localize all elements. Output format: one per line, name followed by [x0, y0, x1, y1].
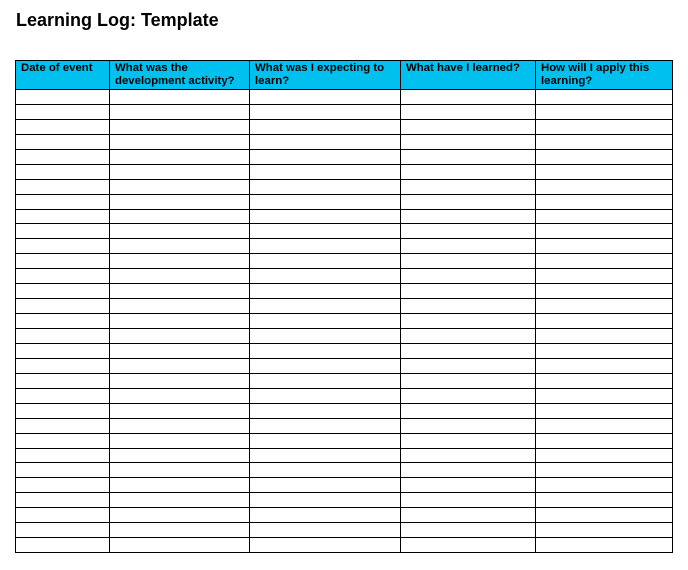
- table-cell[interactable]: [401, 179, 536, 194]
- table-cell[interactable]: [536, 164, 673, 179]
- table-cell[interactable]: [536, 493, 673, 508]
- table-cell[interactable]: [110, 209, 250, 224]
- table-cell[interactable]: [110, 239, 250, 254]
- header-development-activity: What was the development activity?: [110, 61, 250, 90]
- header-what-learned: What have I learned?: [401, 61, 536, 90]
- table-cell[interactable]: [110, 90, 250, 105]
- table-row: [16, 119, 673, 134]
- table-cell[interactable]: [110, 463, 250, 478]
- table-cell[interactable]: [401, 403, 536, 418]
- table-row: [16, 463, 673, 478]
- table-cell[interactable]: [536, 373, 673, 388]
- table-cell[interactable]: [250, 388, 401, 403]
- table-cell[interactable]: [536, 418, 673, 433]
- table-cell[interactable]: [536, 403, 673, 418]
- table-cell[interactable]: [250, 90, 401, 105]
- table-cell[interactable]: [536, 254, 673, 269]
- table-row: [16, 538, 673, 553]
- table-cell[interactable]: [250, 254, 401, 269]
- table-cell[interactable]: [401, 314, 536, 329]
- table-cell[interactable]: [250, 463, 401, 478]
- table-cell[interactable]: [250, 194, 401, 209]
- table-cell[interactable]: [250, 269, 401, 284]
- table-row: [16, 478, 673, 493]
- table-cell[interactable]: [536, 284, 673, 299]
- table-cell[interactable]: [401, 104, 536, 119]
- table-cell[interactable]: [16, 538, 110, 553]
- table-row: [16, 329, 673, 344]
- table-cell[interactable]: [401, 254, 536, 269]
- table-cell[interactable]: [16, 523, 110, 538]
- table-cell[interactable]: [401, 329, 536, 344]
- table-cell[interactable]: [401, 224, 536, 239]
- table-cell[interactable]: [16, 418, 110, 433]
- table-cell[interactable]: [16, 224, 110, 239]
- table-cell[interactable]: [536, 463, 673, 478]
- table-cell[interactable]: [250, 299, 401, 314]
- table-row: [16, 224, 673, 239]
- table-cell[interactable]: [16, 314, 110, 329]
- table-cell[interactable]: [401, 284, 536, 299]
- table-header-row: [16, 61, 673, 90]
- table-cell[interactable]: [16, 164, 110, 179]
- table-cell[interactable]: [16, 254, 110, 269]
- table-cell[interactable]: [110, 358, 250, 373]
- table-row: [16, 508, 673, 523]
- table-row: [16, 373, 673, 388]
- table-cell[interactable]: [110, 493, 250, 508]
- table-cell[interactable]: [250, 373, 401, 388]
- table-cell[interactable]: [16, 448, 110, 463]
- table-row: [16, 299, 673, 314]
- table-row: [16, 388, 673, 403]
- table-row: [16, 448, 673, 463]
- table-row: [16, 90, 673, 105]
- document-title: Learning Log: Template: [16, 10, 219, 30]
- table-cell[interactable]: [110, 523, 250, 538]
- table-cell[interactable]: [250, 523, 401, 538]
- table-cell[interactable]: [16, 403, 110, 418]
- table-cell[interactable]: [16, 478, 110, 493]
- table-cell[interactable]: [250, 104, 401, 119]
- table-cell[interactable]: [16, 508, 110, 523]
- table-cell[interactable]: [536, 508, 673, 523]
- table-cell[interactable]: [110, 508, 250, 523]
- table-cell[interactable]: [110, 284, 250, 299]
- table-cell[interactable]: [536, 538, 673, 553]
- header-expected-learning: What was I expecting to learn?: [250, 61, 401, 90]
- table-cell[interactable]: [401, 209, 536, 224]
- table-cell[interactable]: [536, 224, 673, 239]
- table-cell[interactable]: [110, 478, 250, 493]
- table-cell[interactable]: [536, 149, 673, 164]
- table-cell[interactable]: [536, 209, 673, 224]
- table-cell[interactable]: [110, 314, 250, 329]
- table-cell[interactable]: [536, 134, 673, 149]
- table-cell[interactable]: [110, 433, 250, 448]
- table-cell[interactable]: [16, 149, 110, 164]
- table-cell[interactable]: [250, 164, 401, 179]
- table-cell[interactable]: [110, 403, 250, 418]
- table-cell[interactable]: [401, 194, 536, 209]
- table-cell[interactable]: [401, 149, 536, 164]
- table-cell[interactable]: [16, 463, 110, 478]
- table-row: [16, 523, 673, 538]
- table-cell[interactable]: [536, 119, 673, 134]
- header-apply-learning: How will I apply this learning?: [536, 61, 673, 90]
- table-cell[interactable]: [401, 388, 536, 403]
- table-cell[interactable]: [536, 104, 673, 119]
- table-cell[interactable]: [401, 538, 536, 553]
- table-row: [16, 433, 673, 448]
- table-cell[interactable]: [536, 90, 673, 105]
- table-cell[interactable]: [16, 373, 110, 388]
- table-row: [16, 104, 673, 119]
- table-cell[interactable]: [16, 194, 110, 209]
- table-cell[interactable]: [250, 134, 401, 149]
- table-cell[interactable]: [16, 104, 110, 119]
- table-cell[interactable]: [16, 343, 110, 358]
- table-cell[interactable]: [536, 269, 673, 284]
- table-cell[interactable]: [401, 119, 536, 134]
- table-cell[interactable]: [16, 358, 110, 373]
- table-cell[interactable]: [110, 104, 250, 119]
- table-cell[interactable]: [250, 284, 401, 299]
- table-cell[interactable]: [250, 119, 401, 134]
- learning-log-table: [15, 60, 673, 553]
- table-row: [16, 493, 673, 508]
- table-row: [16, 149, 673, 164]
- table-cell[interactable]: [401, 90, 536, 105]
- table-cell[interactable]: [401, 433, 536, 448]
- table-cell[interactable]: [16, 299, 110, 314]
- table-cell[interactable]: [110, 388, 250, 403]
- table-cell[interactable]: [110, 134, 250, 149]
- table-cell[interactable]: [250, 538, 401, 553]
- table-cell[interactable]: [401, 343, 536, 358]
- table-cell[interactable]: [16, 134, 110, 149]
- table-cell[interactable]: [536, 478, 673, 493]
- table-cell[interactable]: [110, 373, 250, 388]
- table-row: [16, 134, 673, 149]
- table-cell[interactable]: [250, 358, 401, 373]
- table-cell[interactable]: [536, 433, 673, 448]
- table-cell[interactable]: [110, 119, 250, 134]
- table-cell[interactable]: [16, 284, 110, 299]
- table-cell[interactable]: [401, 523, 536, 538]
- table-cell[interactable]: [16, 179, 110, 194]
- table-row: [16, 358, 673, 373]
- table-cell[interactable]: [536, 239, 673, 254]
- table-cell[interactable]: [16, 269, 110, 284]
- table-cell[interactable]: [250, 343, 401, 358]
- table-cell[interactable]: [401, 373, 536, 388]
- table-cell[interactable]: [401, 418, 536, 433]
- table-row: [16, 403, 673, 418]
- table-cell[interactable]: [536, 523, 673, 538]
- table-cell[interactable]: [16, 209, 110, 224]
- table-cell[interactable]: [536, 314, 673, 329]
- table-cell[interactable]: [250, 224, 401, 239]
- table-cell[interactable]: [250, 149, 401, 164]
- table-cell[interactable]: [16, 493, 110, 508]
- table-cell[interactable]: [250, 508, 401, 523]
- table-cell[interactable]: [401, 508, 536, 523]
- table-cell[interactable]: [250, 239, 401, 254]
- table-cell[interactable]: [110, 224, 250, 239]
- table-cell[interactable]: [250, 478, 401, 493]
- table-cell[interactable]: [250, 179, 401, 194]
- table-cell[interactable]: [250, 493, 401, 508]
- table-row: [16, 254, 673, 269]
- table-cell[interactable]: [250, 209, 401, 224]
- table-cell[interactable]: [401, 239, 536, 254]
- table-cell[interactable]: [536, 448, 673, 463]
- table-cell[interactable]: [16, 239, 110, 254]
- table-row: [16, 284, 673, 299]
- table-cell[interactable]: [110, 418, 250, 433]
- table-cell[interactable]: [110, 194, 250, 209]
- table-cell[interactable]: [401, 493, 536, 508]
- table-cell[interactable]: [536, 329, 673, 344]
- table-cell[interactable]: [110, 538, 250, 553]
- table-cell[interactable]: [110, 448, 250, 463]
- table-row: [16, 239, 673, 254]
- table-cell[interactable]: [16, 329, 110, 344]
- table-cell[interactable]: [16, 119, 110, 134]
- table-cell[interactable]: [110, 149, 250, 164]
- table-cell[interactable]: [110, 329, 250, 344]
- table-body: [16, 90, 673, 553]
- table-cell[interactable]: [401, 478, 536, 493]
- table-row: [16, 164, 673, 179]
- table-cell[interactable]: [250, 314, 401, 329]
- table-cell[interactable]: [536, 343, 673, 358]
- table-cell[interactable]: [536, 388, 673, 403]
- table-cell[interactable]: [401, 448, 536, 463]
- table-cell[interactable]: [110, 164, 250, 179]
- table-cell[interactable]: [110, 269, 250, 284]
- table-cell[interactable]: [536, 358, 673, 373]
- header-date-of-event: Date of event: [16, 61, 110, 90]
- table-row: [16, 314, 673, 329]
- table-cell[interactable]: [250, 418, 401, 433]
- table-row: [16, 343, 673, 358]
- table-cell[interactable]: [250, 433, 401, 448]
- table-cell[interactable]: [536, 194, 673, 209]
- table-row: [16, 179, 673, 194]
- table-cell[interactable]: [250, 448, 401, 463]
- table-cell[interactable]: [536, 179, 673, 194]
- table-cell[interactable]: [16, 433, 110, 448]
- table-cell[interactable]: [401, 164, 536, 179]
- table-cell[interactable]: [401, 269, 536, 284]
- table-cell[interactable]: [250, 329, 401, 344]
- table-cell[interactable]: [401, 134, 536, 149]
- table-cell[interactable]: [110, 343, 250, 358]
- table-row: [16, 209, 673, 224]
- table-cell[interactable]: [110, 254, 250, 269]
- table-cell[interactable]: [401, 463, 536, 478]
- table-row: [16, 194, 673, 209]
- table-cell[interactable]: [536, 299, 673, 314]
- table-cell[interactable]: [16, 90, 110, 105]
- table-cell[interactable]: [110, 179, 250, 194]
- table-row: [16, 269, 673, 284]
- table-cell[interactable]: [401, 299, 536, 314]
- table-cell[interactable]: [16, 388, 110, 403]
- table-cell[interactable]: [250, 403, 401, 418]
- table-row: [16, 418, 673, 433]
- table-cell[interactable]: [110, 299, 250, 314]
- table-cell[interactable]: [401, 358, 536, 373]
